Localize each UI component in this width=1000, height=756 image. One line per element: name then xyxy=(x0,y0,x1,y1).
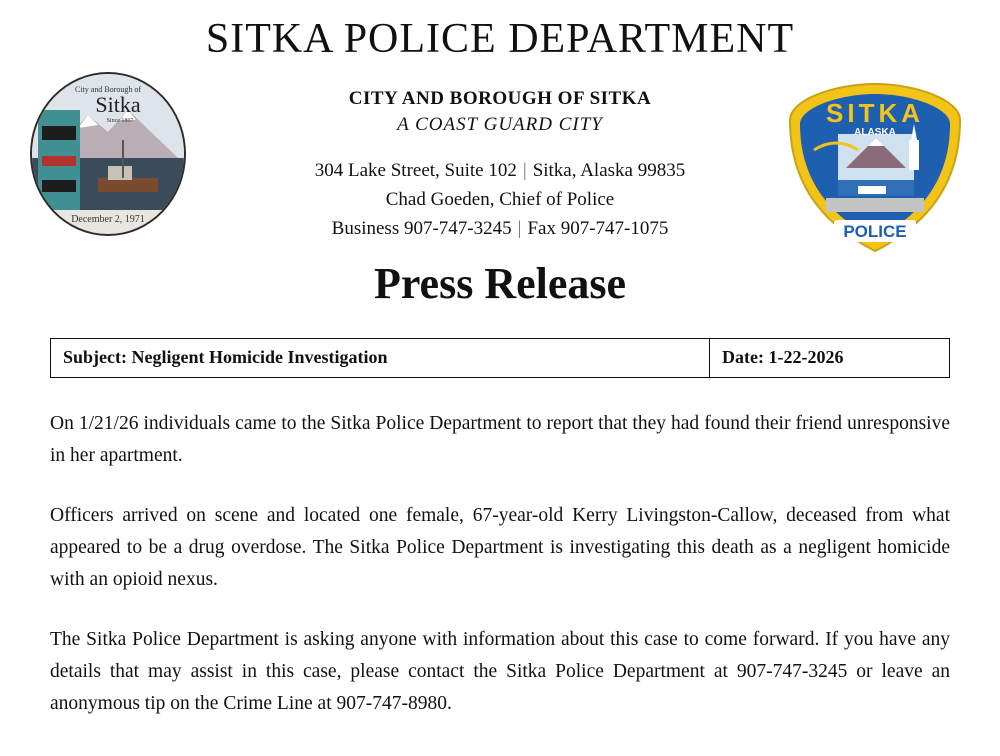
seal-top-text: City and Borough of xyxy=(75,85,141,94)
address-line xyxy=(240,156,760,185)
address-city: Sitka, Alaska 99835 xyxy=(532,160,686,181)
release-body xyxy=(50,408,950,748)
patch-alaska-text: ALASKA xyxy=(854,127,896,138)
fax-number: Fax 907-747-1075 xyxy=(527,218,669,239)
press-release-title: Press Release xyxy=(373,259,627,308)
body-paragraph: On 1/21/26 individuals came to the Sitka Police Department to report that they had found their friend unresponsive in her apartment. xyxy=(50,413,950,466)
seal-date-text: December 2, 1971 xyxy=(71,214,145,225)
subject-table xyxy=(50,338,950,378)
body-paragraph: Officers arrived on scene and located one female, 67-year-old Kerry Livingston-Callow, deceased from what appeared to be a drug overdose. The Sitka Police Department is investigating this death as a negligent homicide with an opioid nexus. xyxy=(50,505,950,590)
phone-line xyxy=(240,214,760,243)
business-phone: Business 907-747-3245 xyxy=(331,218,512,239)
masthead-title: SITKA POLICE DEPARTMENT xyxy=(205,16,795,62)
chief-line: Chad Goeden, Chief of Police xyxy=(385,189,615,210)
seal-name-text: Sitka xyxy=(95,92,141,117)
address-street: 304 Lake Street, Suite 102 xyxy=(314,160,517,181)
seal-sub-text: Since 1867 xyxy=(106,118,134,124)
body-paragraph: The Sitka Police Department is asking anyone with information about this case to come forward. If you have any details that may assist in this case, please contact the Sitka Police Department at 907-747-3245 or leave an anonymous tip on the Crime Line at 907-747-8980. xyxy=(50,629,950,714)
city-seal-icon xyxy=(28,70,188,238)
patch-police-text: POLICE xyxy=(843,222,907,241)
date-cell: Date: 1-22-2026 xyxy=(722,347,844,367)
separator: | xyxy=(517,218,522,239)
separator: | xyxy=(522,160,527,181)
police-patch-icon xyxy=(786,80,964,255)
subject-cell: Subject: Negligent Homicide Investigation xyxy=(51,339,710,377)
patch-sitka-text: SITKA xyxy=(826,98,924,128)
city-name: CITY AND BOROUGH OF SITKA xyxy=(348,88,652,109)
city-motto: A COAST GUARD CITY xyxy=(397,114,603,135)
letterhead-block xyxy=(240,86,760,243)
